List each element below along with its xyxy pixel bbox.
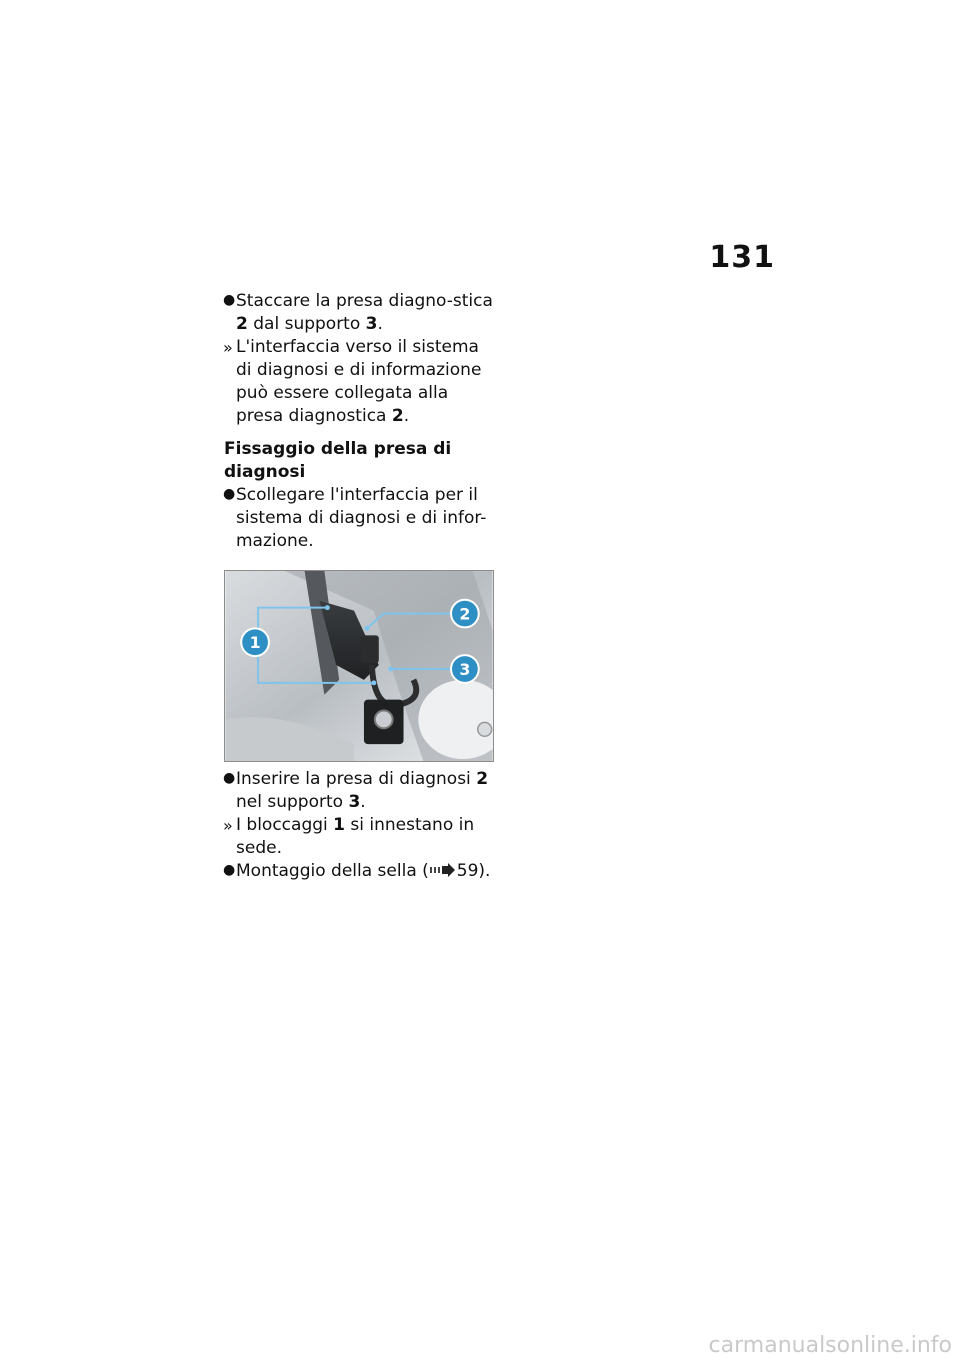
result-arrow-icon: » [223,816,233,835]
step-insert-socket [224,768,499,814]
callout-ref: 3 [365,314,378,334]
bullet-icon: ● [223,862,236,878]
step-text: nel supporto [236,792,349,812]
page-reference[interactable]: 59 [456,861,479,881]
step-text: Scollegare l'interfaccia per il sistema di diagnosi e di infor-mazione. [236,485,487,551]
callout-2 [451,600,479,628]
content-column [224,290,499,883]
callout-ref: 2 [391,406,404,426]
page-reference-arrow-icon [430,863,456,877]
callout-1 [241,628,269,656]
diagnosis-socket-figure [224,570,494,762]
step-disconnect-interface [224,484,499,553]
step-text: Montaggio della sella ( [236,861,429,881]
result-arrow-icon: » [223,338,233,357]
result-text: si innestano in sede. [236,815,475,858]
result-text: L'interfaccia verso il sistema di diagnosi e di informazione può essere collegata alla presa diagnostica [236,337,482,426]
page-number: 131 [709,240,775,275]
bullet-icon: ● [223,770,236,786]
result-text: . [403,406,410,426]
step-text: dal supporto [247,314,366,334]
bullet-icon: ● [223,486,236,502]
callout-label: 1 [249,633,261,653]
result-text: I bloccaggi [236,815,334,835]
result-locks-engage [224,814,499,860]
step-mount-seat [224,860,499,883]
step-text: ). [478,861,491,881]
callout-ref: 1 [333,815,345,835]
socket-plug [361,635,379,663]
callout-3 [451,655,479,683]
step-detach-socket [224,290,499,336]
callout-label: 2 [459,604,471,624]
bolt [375,711,393,729]
section-heading: Fissaggio della presa di diagnosi [224,439,452,482]
callout-ref: 3 [348,792,361,812]
bullet-icon: ● [223,292,236,308]
step-text: Inserire la presa di diagnosi [236,769,477,789]
result-interface-connectable [224,336,499,428]
step-text: . [377,314,383,334]
watermark-footer: carmanualsonline.info [708,1333,952,1358]
callout-label: 3 [459,659,471,679]
step-text: Staccare la presa diagno-stica [236,291,493,311]
screw [478,722,492,736]
callout-ref: 2 [476,769,489,789]
callout-ref: 2 [236,314,248,334]
step-text: . [360,792,366,812]
